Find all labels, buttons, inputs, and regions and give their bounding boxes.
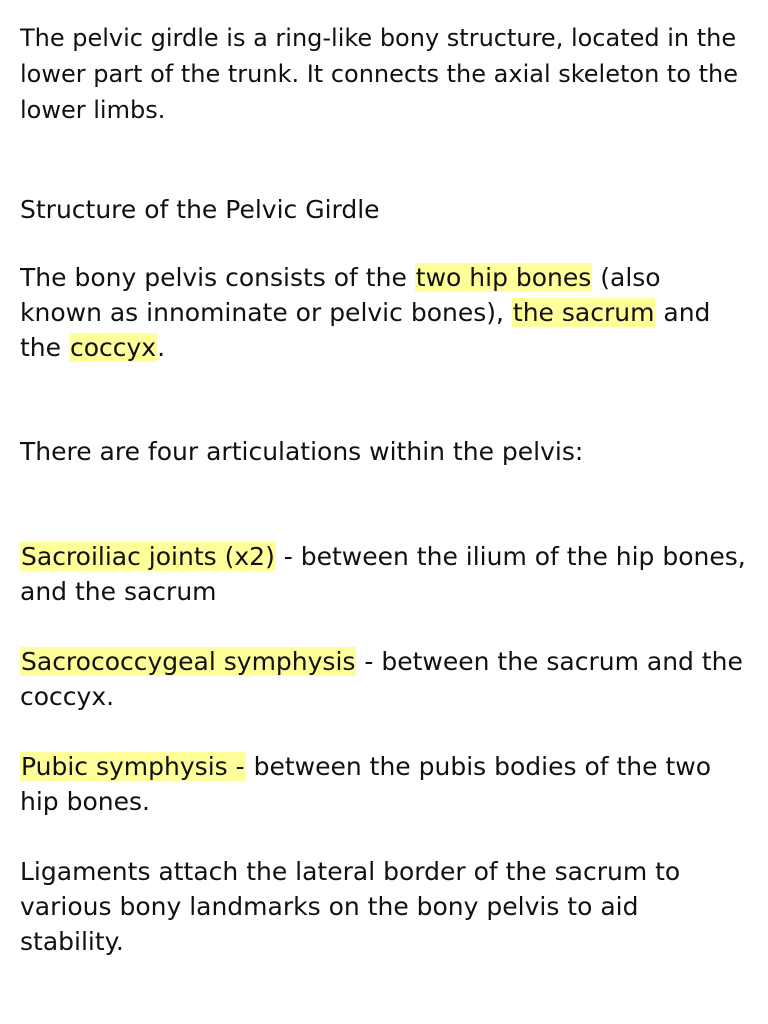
pubic-term: Pubic symphysis - <box>21 752 245 781</box>
intro-paragraph: The pelvic girdle is a ring-like bony structure, located in the lower part of the trunk. It connects the axial skeleton to the lower limbs. <box>20 24 739 124</box>
sacrococcygeal-term: Sacrococcygeal symphysis <box>21 647 356 676</box>
ligaments-paragraph: Ligaments attach the lateral border of the sacrum to various bony landmarks on the bony pelvis to aid stability. <box>20 857 681 956</box>
sacrococcygeal-item <box>20 644 750 714</box>
highlight-coccyx: coccyx <box>69 333 157 362</box>
highlight-two-hip-bones: two hip bones <box>415 263 592 292</box>
sacroiliac-desc: - between the ilium of the hip bones, and the sacrum <box>20 542 746 606</box>
pubic-desc: between the pubis bodies of the two hip bones. <box>20 752 712 816</box>
pelvis-text-2: (also known as innominate or pelvic bones), <box>20 263 661 327</box>
sacrococcygeal-desc: - between the sacrum and the coccyx. <box>20 647 743 711</box>
pelvis-composition-paragraph <box>20 260 750 365</box>
section-heading: Structure of the Pelvic Girdle <box>20 195 380 224</box>
pubic-symphysis-item <box>20 749 750 819</box>
sacroiliac-item <box>20 539 750 609</box>
pelvis-text-1: The bony pelvis consists of the <box>20 263 415 292</box>
highlight-sacrum: the sacrum <box>512 298 655 327</box>
pelvis-text-4: . <box>157 333 166 362</box>
articulations-intro: There are four articulations within the pelvis: <box>20 437 584 466</box>
pelvis-text-3: and the <box>20 298 711 362</box>
sacroiliac-term: Sacroiliac joints (x2) <box>21 542 275 571</box>
